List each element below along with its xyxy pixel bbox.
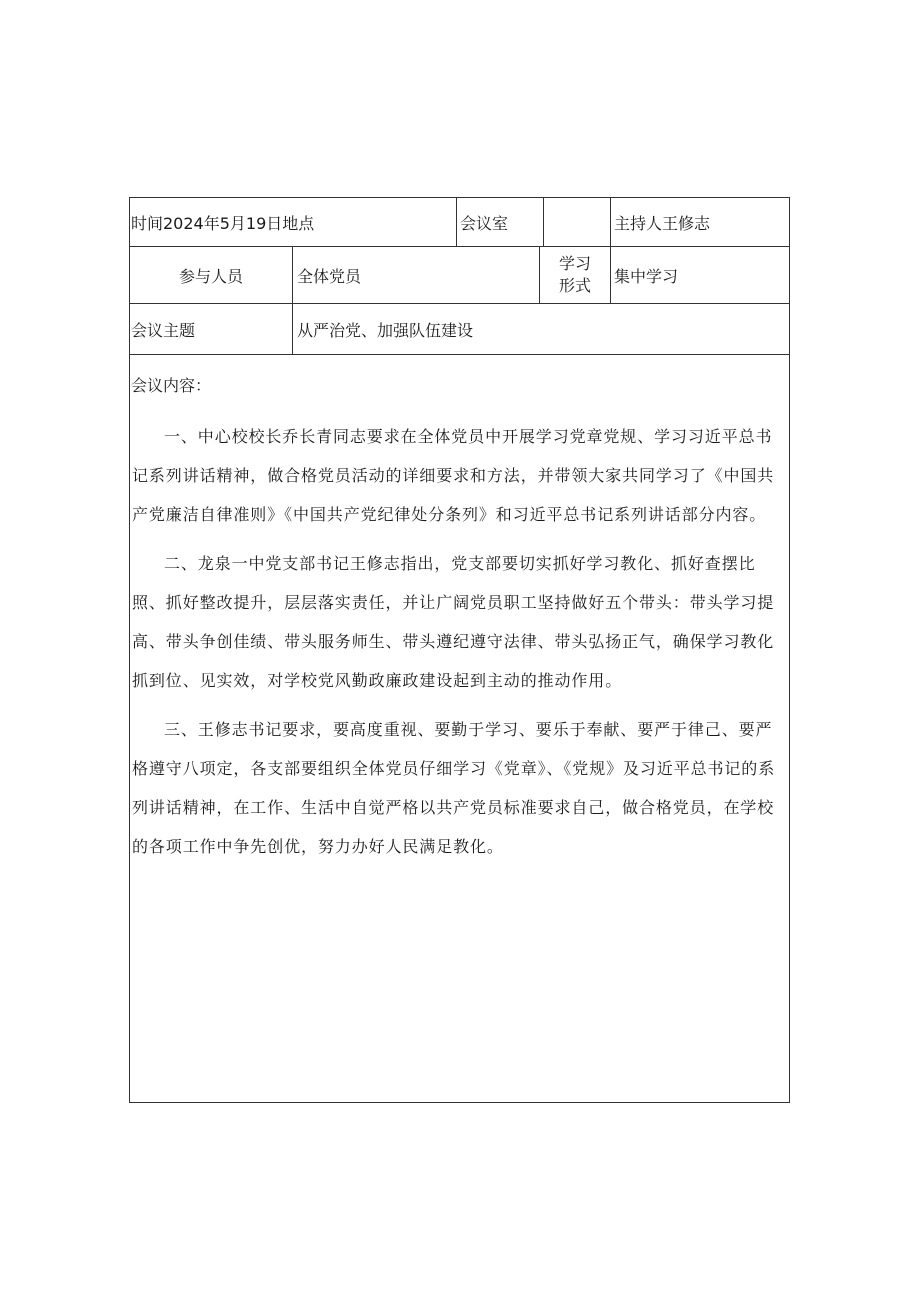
study-form-label-cell (540, 247, 611, 303)
theme-value: 从严治党、加强队伍建设 (297, 320, 474, 340)
theme-value-cell (293, 304, 789, 354)
content-paragraph-1: 一、中心校校长乔长青同志要求在全体党员中开展学习党章党规、学习习近平总书记系列讲话精神，做合格党员活动的详细要求和方法，并带领大家共同学习了《中国共产党廉洁自律准则》《中国共产党纪律处分条列》和习近平总书记系列讲话部分内容。 (132, 427, 775, 524)
blank-cell (544, 198, 611, 246)
host-text: 主持人王修志 (614, 213, 711, 233)
participants-row (130, 247, 789, 304)
theme-label-cell (130, 304, 293, 354)
content-label: 会议内容： (131, 376, 212, 395)
participants-label: 参与人员 (178, 266, 243, 286)
meeting-time-text: 时间2024年5月19日地点 (131, 213, 315, 233)
meeting-content-area (130, 355, 789, 1102)
location-cell (457, 198, 544, 246)
study-form-label-line2: 形式 (558, 276, 591, 295)
participants-value: 全体党员 (297, 266, 362, 286)
content-paragraph-2: 二、龙泉一中党支部书记王修志指出，党支部要切实抓好学习教化、抓好查摆比照、抓好整改提升，层层落实责任，并让广阔党员职工坚持做好五个带头：带头学习提高、带头争创佳绩、带头服务师生、带头遵纪遵守法律、带头弘扬正气，确保学习教化抓到位、见实效，对学校党风勤政廉政建设起到主动的推动作用。 (132, 554, 775, 690)
header-row (130, 198, 789, 247)
theme-label: 会议主题 (131, 320, 196, 340)
time-location-cell (130, 198, 457, 246)
study-form-value-cell (611, 247, 789, 303)
study-form-label-line1: 学习 (558, 254, 591, 273)
host-cell (611, 198, 789, 246)
participants-value-cell (293, 247, 540, 303)
participants-label-cell (130, 247, 293, 303)
study-form-value: 集中学习 (614, 266, 679, 286)
meeting-record-table (129, 197, 790, 1103)
meeting-location-text: 会议室 (460, 213, 509, 233)
theme-row (130, 304, 789, 355)
content-paragraph-3: 三、王修志书记要求，要高度重视、要勤于学习、要乐于奉献、要严于律己、要严格遵守八项定，各支部要组织全体党员仔细学习《党章》、《党规》及习近平总书记的系列讲话精神，在工作、生活中自觉严格以共产党员标准要求自己，做合格党员，在学校的各项工作中争先创优，努力办好人民满足教化。 (132, 720, 776, 856)
